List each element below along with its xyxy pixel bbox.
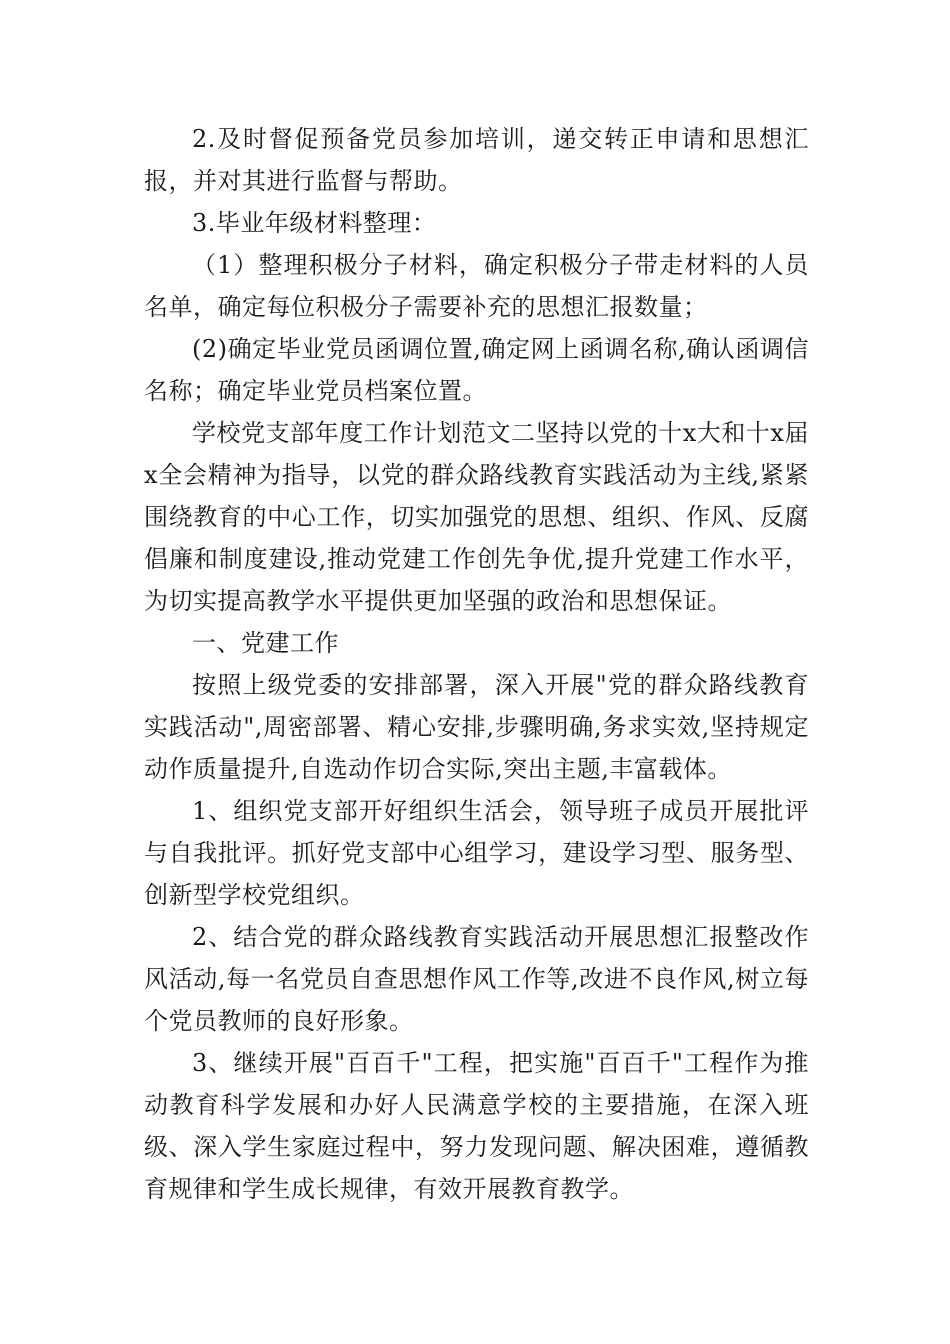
- document-body: [144, 118, 809, 1210]
- paragraph-education-activity: 按照上级党委的安排部署，深入开展"党的群众路线教育实践活动",周密部署、精心安排,步骤明确,务求实效,坚持规定动作质量提升,自选动作切合实际,突出主题,丰富载体。: [144, 671, 809, 783]
- paragraph-activist-materials: （1）整理积极分子材料，确定积极分子带走材料的人员名单，确定每位积极分子需要补充的思想汇报数量；: [144, 251, 809, 321]
- paragraph-item-3: 3、继续开展"百百千"工程，把实施"百百千"工程作为推动教育科学发展和办好人民满意学校的主要措施，在深入班级、深入学生家庭过程中，努力发现问题、解决困难，遵循教育规律和学生成长规律，有效开展教育教学。: [144, 1049, 809, 1203]
- paragraph-member-files: (2)确定毕业党员函调位置,确定网上函调名称,确认函调信名称；确定毕业党员档案位置。: [144, 335, 809, 405]
- paragraph-item-2: 2、结合党的群众路线教育实践活动开展思想汇报整改作风活动,每一名党员自查思想作风工作等,改进不良作风,树立每个党员教师的良好形象。: [144, 923, 809, 1035]
- paragraph-graduate-materials: 3.毕业年级材料整理：: [192, 209, 437, 237]
- section-heading-party-building: 一、党建工作: [192, 629, 339, 657]
- paragraph-training: 2.及时督促预备党员参加培训，递交转正申请和思想汇报，并对其进行监督与帮助。: [144, 125, 809, 195]
- paragraph-item-1: 1、组织党支部开好组织生活会，领导班子成员开展批评与自我批评。抓好党支部中心组学习，建设学习型、服务型、创新型学校党组织。: [144, 797, 809, 909]
- paragraph-plan-intro: 学校党支部年度工作计划范文二坚持以党的十x大和十x届x全会精神为指导，以党的群众路线教育实践活动为主线,紧紧围绕教育的中心工作，切实加强党的思想、组织、作风、反腐倡廉和制度建设,推动党建工作创先争优,提升党建工作水平，为切实提高教学水平提供更加坚强的政治和思想保证。: [144, 419, 809, 615]
